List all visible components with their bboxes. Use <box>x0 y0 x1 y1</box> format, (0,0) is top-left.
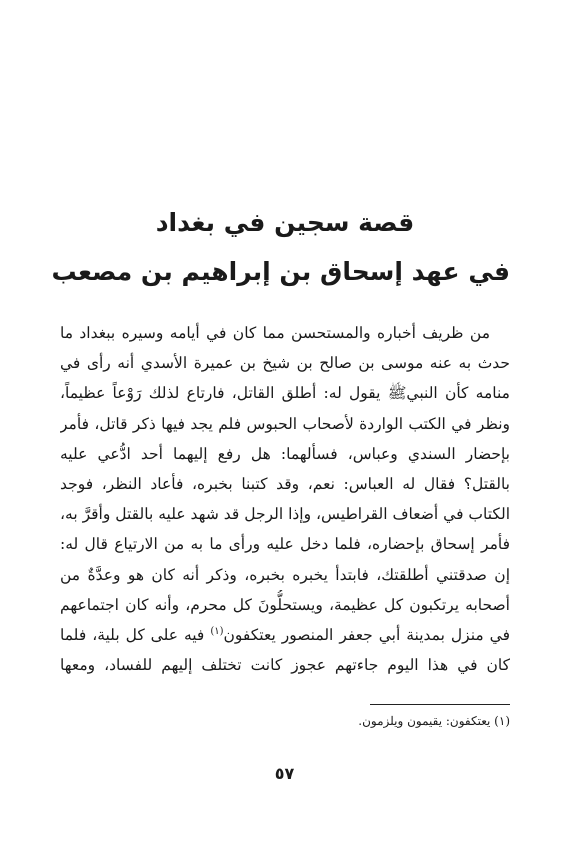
body-line-head: في منزل بمدينة أبي جعفر المنصور يعتكفون <box>223 625 510 644</box>
body-line: منامه كأن النبيﷺ يقول له: أطلق القاتل، فارتاع لذلك رَوْعاً عظيماً، <box>60 384 510 403</box>
body-line: من ظريف أخباره والمستحسن مما كان في أيامه وسيره ببغداد ما <box>60 324 490 342</box>
body-line: كان في هذا اليوم جاءتهم عجوز كانت تختلف إليهم للفساد، ومعها <box>60 656 510 675</box>
body-line: إن صدقتني أطلقتك، فابتدأ يخبره بخبره، وذكر أنه كان هو وعدَّةٌ من <box>60 565 510 584</box>
body-line: فأمر إسحاق بإحضاره، فلما دخل عليه ورأى ما به من الارتياع قال له: <box>60 535 510 554</box>
body-line: بالقتل؟ فقال له العباس: نعم، وقد كتبنا بخبره، فأعاد النظر، فوجد <box>60 474 510 493</box>
body-line: حدث به عنه موسى بن صالح بن شيخ بن عميرة الأسدي أنه رأى في <box>60 354 510 373</box>
body-line: أصحابه يرتكبون كل عظيمة، ويستحلُّونَ كل محرم، وأنه كان اجتماعهم <box>60 595 510 614</box>
chapter-title-line-2: في عهد إسحاق بن إبراهيم بن مصعب <box>51 257 510 286</box>
body-line-with-footnote <box>60 620 510 650</box>
chapter-title-line-1: قصة سجين في بغداد <box>155 208 415 237</box>
footnote-marker[interactable]: (١) <box>210 625 224 637</box>
page-number: ٥٧ <box>274 764 295 783</box>
body-line: ونظر في الكتب الواردة لأصحاب الحبوس فلم يجد فيها ذكر قاتل، فأمر <box>60 414 510 433</box>
footnote: (١) يعتكفون: يقيمون ويلزمون. <box>358 714 510 728</box>
body-paragraph <box>60 318 510 680</box>
footnote-divider <box>370 704 510 705</box>
body-line: بإحضار السندي وعباس، فسألهما: هل رفع إليهما أحد ادُّعي عليه <box>60 444 510 463</box>
body-line-tail: فيه على كل بلية، فلما <box>60 625 211 644</box>
body-line: الكتاب في أضعاف القراطيس، وإذا الرجل قد شهد عليه بالقتل وأقرَّ به، <box>60 505 510 524</box>
